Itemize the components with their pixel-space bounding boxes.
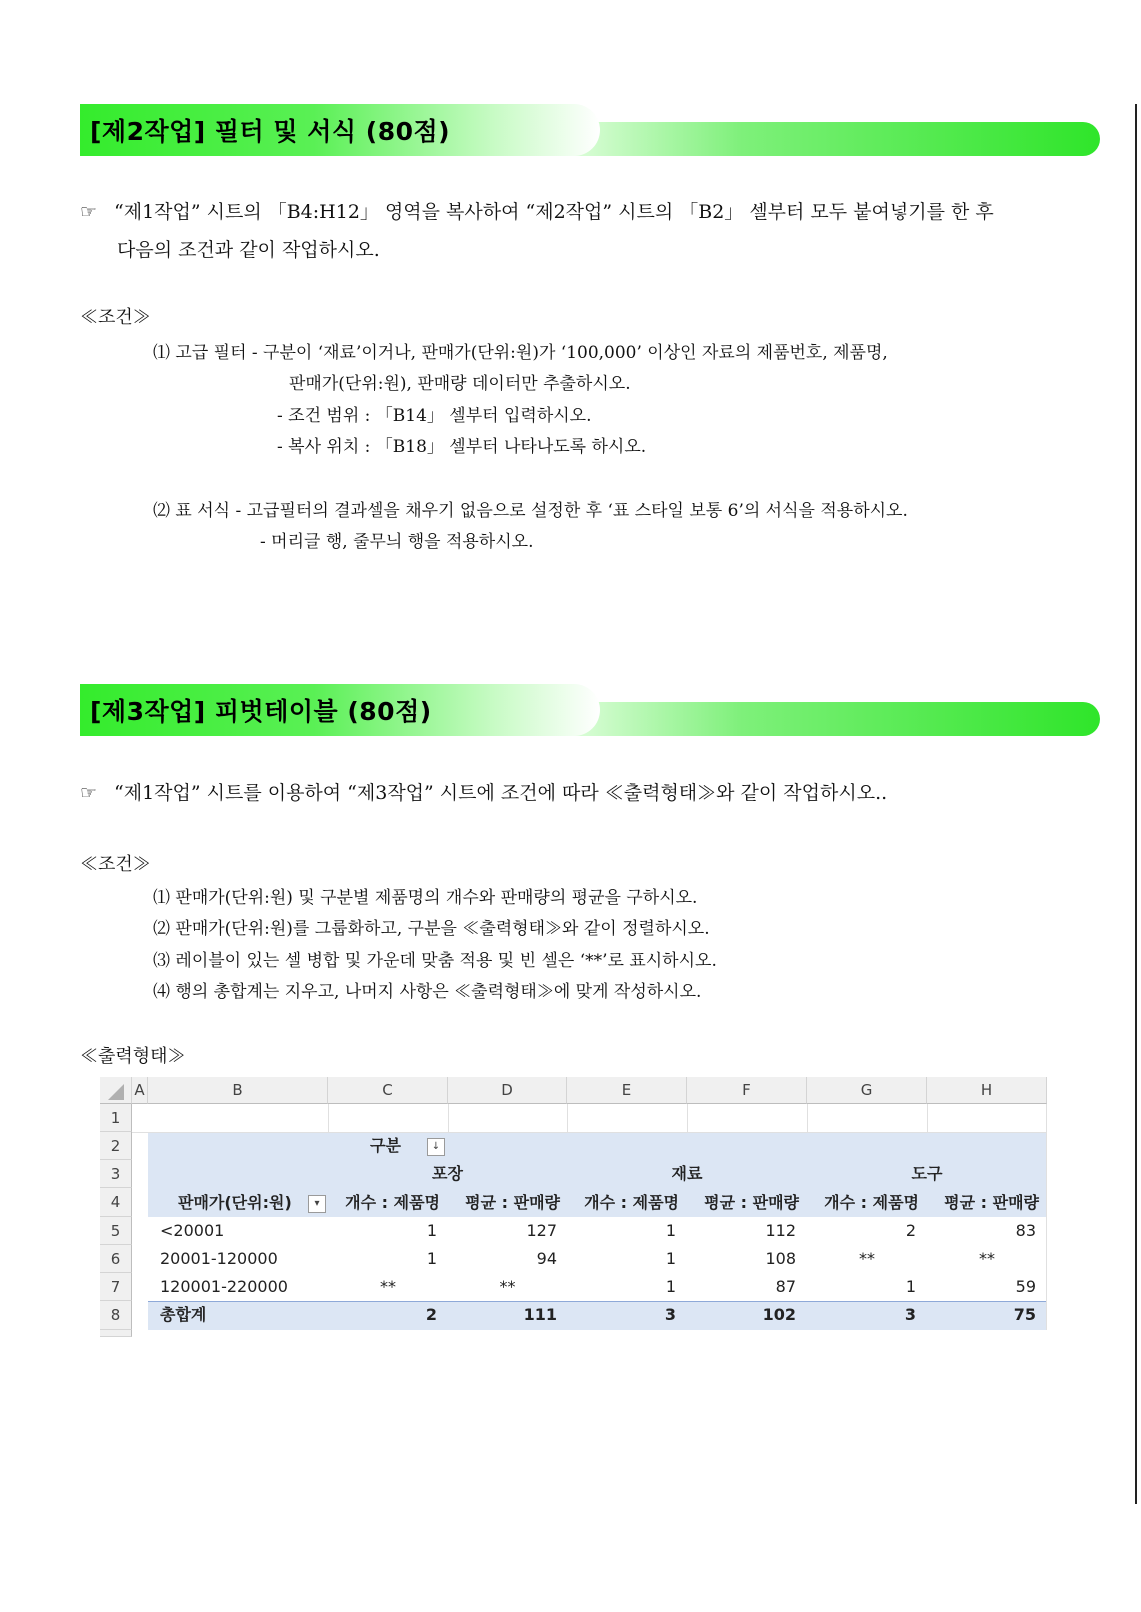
pivot-cell: 1 [665, 1277, 676, 1296]
pivot-cell: ** [979, 1249, 995, 1268]
pivot-cell: ** [859, 1249, 875, 1268]
pivot-total-cell: 102 [762, 1305, 796, 1324]
column-header[interactable]: H [927, 1077, 1047, 1104]
pivot-value-header: 평균 : 판매량 [704, 1193, 799, 1212]
pivot-cell: ** [499, 1277, 516, 1296]
pivot-cell: ** [380, 1277, 396, 1296]
condition-line: - 복사 위치 : 「B18」 셀부터 나타나도록 하시오. [277, 437, 647, 457]
pivot-total-cell: 111 [523, 1305, 557, 1324]
pivot-cell: 112 [765, 1221, 796, 1240]
grid-line [328, 1104, 329, 1132]
row-header[interactable]: 2 [100, 1132, 132, 1160]
banner-tail [550, 122, 1100, 156]
pivot-cell: 1 [665, 1221, 676, 1240]
pivot-row-label: 120001-220000 [160, 1277, 288, 1296]
section2-title: [제2작업] 필터 및 서식 (80점) [90, 117, 451, 146]
pivot-total-cell: 75 [1013, 1305, 1036, 1324]
pointing-hand-icon: ☞ [80, 201, 98, 223]
pivot-cell: 94 [536, 1249, 557, 1268]
section2-instruction [80, 194, 994, 230]
pivot-cell: 59 [1015, 1277, 1036, 1296]
pivot-value-header: 개수 : 제품명 [824, 1193, 919, 1212]
row-header[interactable]: 7 [100, 1273, 132, 1301]
grid-line [807, 1104, 808, 1132]
pivot-group-label: 도구 [911, 1164, 943, 1183]
condition-line: ⑴ 판매가(단위:원) 및 구분별 제품명의 개수와 판매량의 평균을 구하시오. [153, 888, 698, 908]
pivot-row-label: <20001 [160, 1221, 225, 1240]
pivot-cell: 127 [526, 1221, 557, 1240]
row-header[interactable]: 1 [100, 1104, 132, 1132]
output-format-label: ≪출력형태≫ [80, 1046, 186, 1067]
pivot-cell: 2 [905, 1221, 916, 1240]
grid-line [687, 1104, 688, 1132]
pointing-hand-icon: ☞ [80, 782, 98, 804]
pivot-row-field-label: 판매가(단위:원) [178, 1193, 292, 1212]
pivot-cell: 108 [765, 1249, 796, 1268]
row-header [100, 1330, 132, 1337]
corner-triangle-icon [108, 1084, 124, 1100]
column-header[interactable]: D [448, 1077, 567, 1104]
condition-line: ⑵ 판매가(단위:원)를 그룹화하고, 구분을 ≪출력형태≫와 같이 정렬하시오. [153, 919, 710, 939]
pivot-value-header: 개수 : 제품명 [584, 1193, 679, 1212]
section3-title: [제3작업] 피벗테이블 (80점) [90, 697, 432, 726]
condition-line: - 조건 범위 : 「B14」 셀부터 입력하시오. [277, 406, 592, 426]
pivot-group-label: 포장 [432, 1164, 463, 1183]
filter-sort-dropdown-icon[interactable]: ↓ [427, 1138, 445, 1156]
condition-line: ⑷ 행의 총합계는 지우고, 나머지 사항은 ≪출력형태≫에 맞게 작성하시오. [153, 982, 702, 1002]
pivot-value-header: 평균 : 판매량 [944, 1193, 1039, 1212]
pivot-total-cell: 3 [664, 1305, 676, 1324]
grid-line [927, 1104, 928, 1132]
column-header[interactable]: A [132, 1077, 148, 1104]
grid-line [448, 1104, 449, 1132]
section2-instruction-line2: 다음의 조건과 같이 작업하시오. [117, 239, 380, 261]
condition-line: ⑴ 고급 필터 - 구분이 ‘재료’이거나, 판매가(단위:원)가 ‘100,000’ 이상인 자료의 제품번호, 제품명, [153, 343, 888, 363]
grid-line [132, 1132, 1047, 1133]
pivot-cell: 83 [1015, 1221, 1036, 1240]
column-header[interactable]: B [148, 1077, 328, 1104]
row-header[interactable]: 3 [100, 1160, 132, 1188]
section3-instruction-text: “제1작업” 시트를 이용하여 “제3작업” 시트에 조건에 따라 ≪출력형태≫와 같이 작업하시오.. [114, 782, 888, 804]
pivot-value-header: 개수 : 제품명 [345, 1193, 440, 1212]
condition-line: 판매가(단위:원), 판매량 데이터만 추출하시오. [289, 374, 631, 394]
column-header[interactable]: C [328, 1077, 448, 1104]
row-header[interactable]: 8 [100, 1301, 132, 1330]
condition-line: ⑵ 표 서식 - 고급필터의 결과셀을 채우기 없음으로 설정한 후 ‘표 스타일 보통 6’의 서식을 적용하시오. [153, 501, 908, 521]
row-header[interactable]: 4 [100, 1188, 132, 1217]
section3-instruction [80, 775, 887, 811]
grid-line [567, 1104, 568, 1132]
pivot-cell: 87 [775, 1277, 796, 1296]
condition-line: - 머리글 행, 줄무늬 행을 적용하시오. [260, 532, 534, 552]
banner-tail [550, 702, 1100, 736]
pivot-table-sheet [100, 1077, 1052, 1337]
pivot-total-cell: 3 [904, 1305, 916, 1324]
pivot-value-header: 평균 : 판매량 [465, 1193, 560, 1212]
column-header[interactable]: F [687, 1077, 807, 1104]
pivot-cell: 1 [905, 1277, 916, 1296]
section2-conditions-label: ≪조건≫ [80, 307, 151, 328]
pivot-cell: 1 [665, 1249, 676, 1268]
pivot-group-label: 재료 [671, 1164, 703, 1183]
page-right-rule [1135, 104, 1137, 1504]
section3-conditions-label: ≪조건≫ [80, 854, 151, 875]
section3-banner [80, 684, 1100, 736]
section2-instruction-line1: “제1작업” 시트의 「B4:H12」 영역을 복사하여 “제2작업” 시트의 「B2」 셀부터 모두 붙여넣기를 한 후 [114, 201, 994, 223]
pivot-column-field-label: 구분 [370, 1136, 401, 1155]
filter-dropdown-icon[interactable]: ▾ [308, 1195, 326, 1213]
pivot-cell: 1 [426, 1221, 437, 1240]
section2-banner [80, 104, 1100, 156]
row-header[interactable]: 6 [100, 1245, 132, 1273]
pivot-row-label: 20001-120000 [160, 1249, 278, 1268]
condition-line: ⑶ 레이블이 있는 셀 병합 및 가운데 맞춤 적용 및 빈 셀은 ‘**’로 표시하시오. [153, 951, 717, 971]
pivot-total-label: 총합계 [160, 1305, 207, 1324]
row-header[interactable]: 5 [100, 1217, 132, 1245]
pivot-total-cell: 2 [425, 1305, 437, 1324]
select-all-corner[interactable] [100, 1077, 132, 1104]
column-header[interactable]: E [567, 1077, 687, 1104]
grid-line [1046, 1104, 1047, 1330]
pivot-cell: 1 [426, 1249, 437, 1268]
column-header[interactable]: G [807, 1077, 927, 1104]
